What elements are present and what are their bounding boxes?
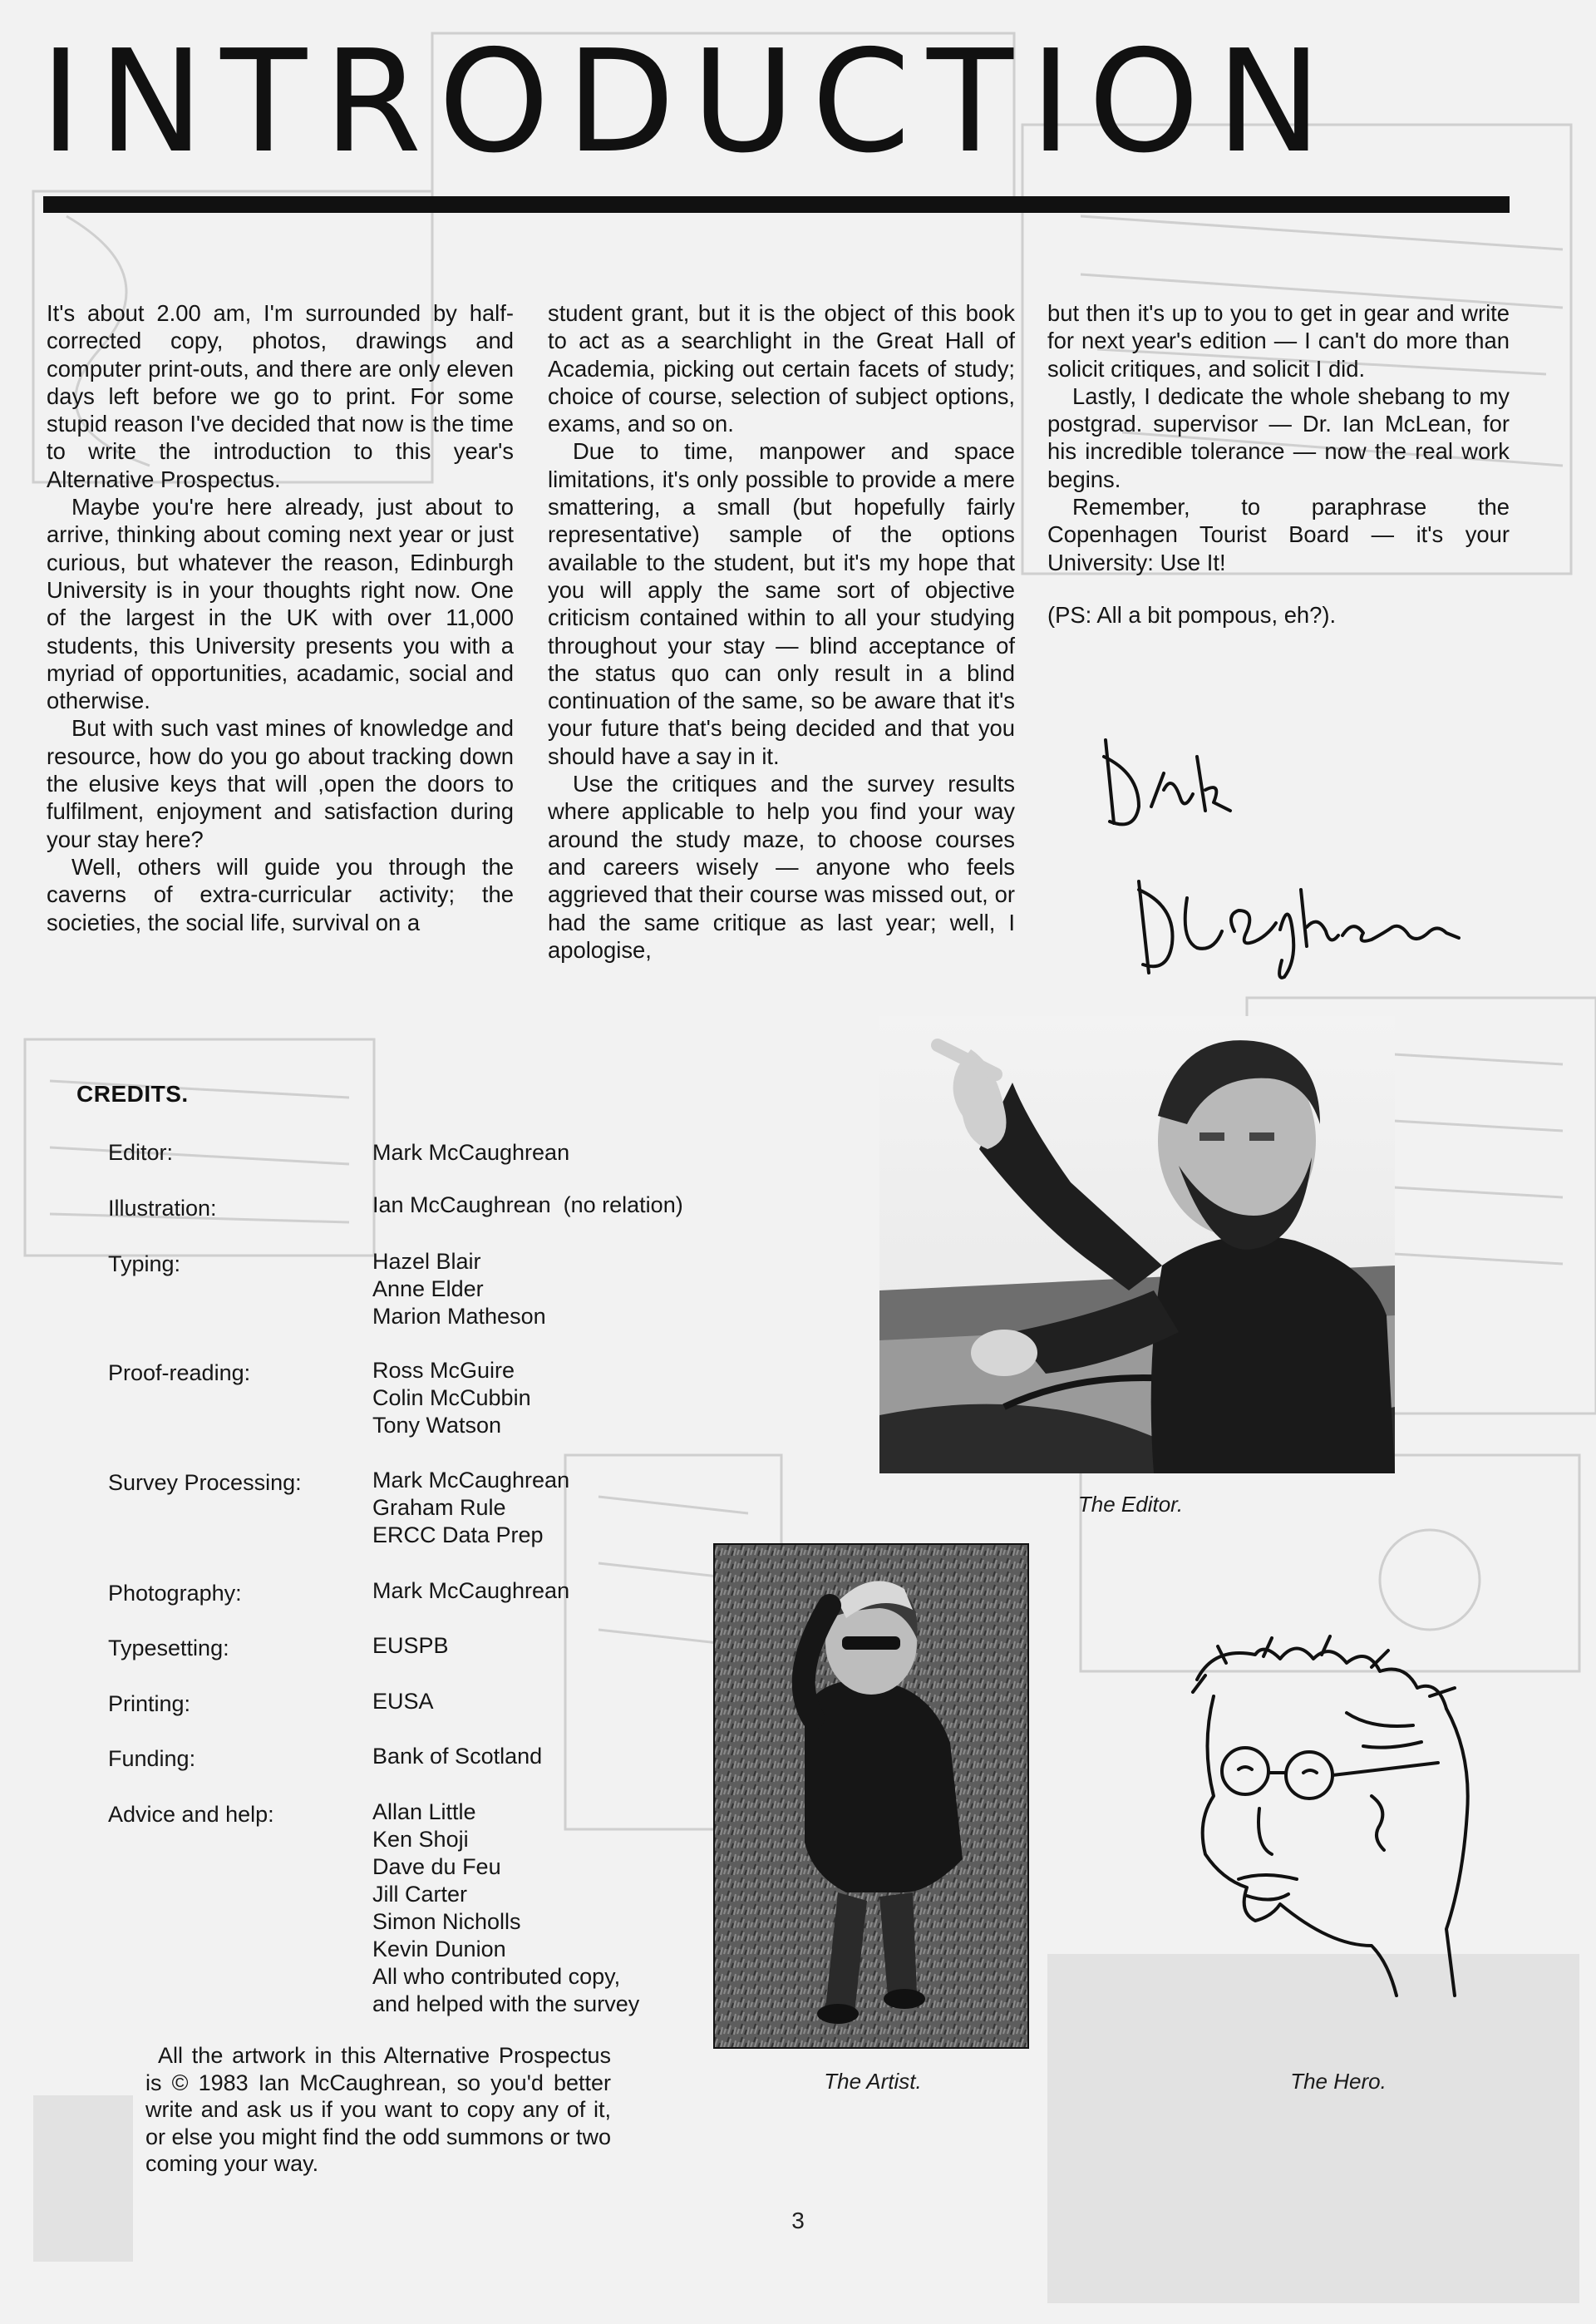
credit-name: Anne Elder [372,1276,484,1301]
credit-name: Kevin Dunion [372,1937,506,1961]
paragraph: Use the critiques and the survey results where applicable to help you find your way around the study maze, to choose courses and careers wisely — anyone who feels aggrieved that their course was missed out, or had the same critique as last year; well, I apologise, [548,771,1015,963]
credit-name: Tony Watson [372,1413,502,1438]
intro-column-2 [548,299,1015,964]
credit-names-advice-and-help [372,1799,639,2018]
credit-label-proof-reading: Proof-reading: [108,1360,251,1385]
credit-name: Mark McCaughrean [372,1578,570,1603]
editor-caption: The Editor. [1077,1492,1184,1517]
title-rule [43,196,1510,213]
hero-drawing [1180,1630,1496,2012]
page-title: INTRODUCTION [40,20,1339,185]
credit-name: Mark McCaughrean [372,1140,570,1165]
credit-names-editor [372,1139,569,1167]
credit-names-funding [372,1743,542,1770]
credit-name: Hazel Blair [372,1249,481,1274]
credit-name: Jill Carter [372,1882,468,1907]
credit-name: Mark McCaughrean [372,1468,570,1493]
credit-name: Graham Rule [372,1495,506,1520]
credit-name: EUSA [372,1689,434,1714]
copyright-text: All the artwork in this Alternative Prospectus is © 1983 Ian McCaughrean, so you'd better write and ask us if you want to copy any of it, or else you might find the odd summons or two coming your way. [145,2043,611,2176]
credit-name: Colin McCubbin [372,1385,531,1410]
credit-label-illustration: Illustration: [108,1196,217,1221]
credit-names-typesetting [372,1632,449,1660]
credit-label-typesetting: Typesetting: [108,1636,229,1660]
paragraph: (PS: All a bit pompous, eh?). [1047,601,1337,628]
credit-name: Bank of Scotland [372,1744,543,1769]
intro-column-3 [1047,299,1510,629]
credit-names-illustration [372,1192,683,1219]
credit-names-printing [372,1688,434,1715]
credit-names-photography [372,1577,569,1605]
artist-caption: The Artist. [824,2069,922,2094]
paragraph: Lastly, I dedicate the whole shebang to my postgrad. supervisor — Dr. Ian McLean, for his incredible tolerance — now the real work begins. [1047,382,1510,492]
paragraph: Maybe you're here already, just about to arrive, thinking about coming next year or just curious, but whatever the reason, Edinburgh University is in your thoughts right now. One of the largest in the UK with over 11,000 students, this University presents you with a myriad of opportunities, acadamic, social and otherwise. [47,494,514,714]
paragraph: Remember, to paraphrase the Copenhagen Tourist Board — it's your University: Use It! [1047,494,1510,575]
credit-names-typing [372,1248,546,1330]
credit-label-typing: Typing: [108,1251,181,1276]
credit-name: Ian McCaughrean (no relation) [372,1192,683,1217]
paragraph: student grant, but it is the object of this book to act as a searchlight in the Great Hall of Academia, picking out certain facets of study; choice of course, selection of subject options, exams, and so on. [548,300,1015,437]
credit-name: and helped with the survey [372,1991,640,2016]
credit-name: Dave du Feu [372,1854,501,1879]
copyright-notice [145,2042,611,2178]
paragraph: But with such vast mines of knowledge and resource, how do you go about tracking down the elusive keys that will ,open the doors to fulfilment, enjoyment and satisfaction during your stay here? [47,715,514,852]
editor-photo [879,1016,1395,1473]
credit-names-proof-reading [372,1357,531,1439]
intro-column-1 [47,299,514,936]
credits-heading: CREDITS. [76,1081,189,1107]
artist-photo [713,1543,1029,2049]
paragraph: but then it's up to you to get in gear and write for next year's edition — I can't do more than solicit critiques, and solicit I did. [1047,300,1510,382]
credit-name: Ross McGuire [372,1358,515,1383]
credit-name: EUSPB [372,1633,449,1658]
credit-name: ERCC Data Prep [372,1522,544,1547]
credit-name: Ken Shoji [372,1827,469,1852]
editor-signature [1089,723,1505,1006]
paragraph: Due to time, manpower and space limitations, it's only possible to provide a mere smattering, a small (but hopefully fairly representative) sample of the options available to the student, but it's my hope that you will apply the same sort of objective criticism contained within to all your studying throughout your stay — blind acceptance of the status quo can only result in a blind continuation of the same, so be aware that it's your future that's being decided and that you should have a say in it. [548,438,1015,769]
credit-names-survey-processing [372,1467,569,1549]
credit-name: Marion Matheson [372,1304,546,1329]
credit-label-survey-processing: Survey Processing: [108,1470,302,1495]
paragraph: Well, others will guide you through the caverns of extra-curricular activity; the societies, the social life, survival on a [47,853,514,935]
page-number: 3 [791,2208,805,2233]
credit-label-photography: Photography: [108,1581,242,1606]
credit-label-advice-and-help: Advice and help: [108,1802,274,1827]
paragraph: It's about 2.00 am, I'm surrounded by half-corrected copy, photos, drawings and computer print-outs, and there are only eleven days left before we go to print. For some stupid reason I've decided that now is the time to write the introduction to this year's Alternative Prospectus. [47,300,514,492]
credit-name: All who contributed copy, [372,1964,621,1989]
credit-label-editor: Editor: [108,1140,174,1165]
credit-label-printing: Printing: [108,1691,191,1716]
credit-label-funding: Funding: [108,1746,196,1771]
hero-caption: The Hero. [1290,2069,1387,2094]
credit-name: Allan Little [372,1799,476,1824]
credit-name: Simon Nicholls [372,1909,521,1934]
